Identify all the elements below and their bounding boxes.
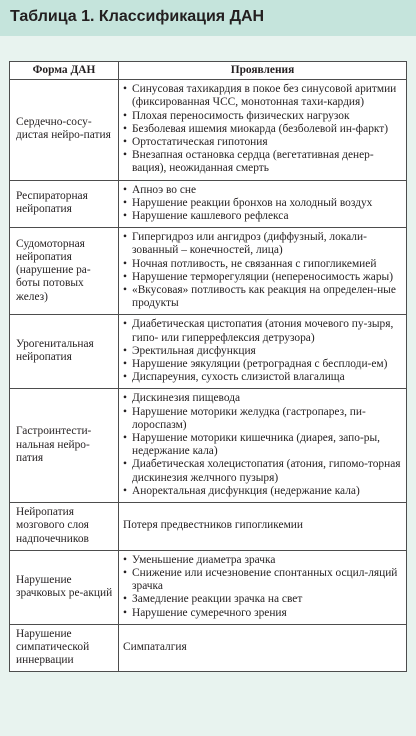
list-item: • Дискинезия пищевода <box>123 392 402 405</box>
manifestation-list <box>123 554 402 620</box>
manifestation-list <box>123 231 402 310</box>
classification-table <box>9 61 407 672</box>
list-item: • «Вкусовая» потливость как реакция на определен-ные продукты <box>123 284 402 310</box>
list-item: • Ночная потливость, не связанная с гипогликемией <box>123 258 402 271</box>
list-item: • Аноректальная дисфункция (недержание кала) <box>123 485 402 498</box>
cell-manifestations <box>119 228 407 315</box>
cell-manifestations <box>119 315 407 389</box>
list-item: • Уменьшение диаметра зрачка <box>123 554 402 567</box>
list-item: • Замедление реакции зрачка на свет <box>123 593 402 606</box>
list-item: • Плохая переносимость физических нагрузок <box>123 110 402 123</box>
table-row <box>10 315 407 389</box>
list-item: • Нарушение реакции бронхов на холодный воздух <box>123 197 402 210</box>
list-item: • Нарушение терморегуляции (непереносимость жары) <box>123 271 402 284</box>
list-item: • Синусовая тахикардия в покое без синусовой аритмии (фиксированная ЧСС, монотонная тахи-кардия) <box>123 83 402 109</box>
list-item: • Нарушение сумеречного зрения <box>123 607 402 620</box>
table-row <box>10 389 407 503</box>
table-row <box>10 80 407 180</box>
manifestation-list <box>123 184 402 224</box>
header-form: Форма ДАН <box>10 62 119 80</box>
table-title: Таблица 1. Классификация ДАН <box>10 8 265 25</box>
manifestation-list <box>123 392 402 498</box>
manifestation-list <box>123 83 402 175</box>
cell-manifestations <box>119 503 407 551</box>
list-item: • Эректильная дисфункция <box>123 345 402 358</box>
table-row <box>10 503 407 551</box>
list-item: • Гипергидроз или ангидроз (диффузный, локали-зованный – конечностей, лица) <box>123 231 402 257</box>
manifestation-list <box>123 318 402 384</box>
cell-manifestations <box>119 80 407 180</box>
list-item: • Нарушение моторики кишечника (диарея, запо-ры, недержание кала) <box>123 432 402 458</box>
table-row <box>10 180 407 228</box>
list-item: • Диспареуния, сухость слизистой влагалища <box>123 371 402 384</box>
list-item: • Нарушение кашлевого рефлекса <box>123 210 402 223</box>
header-manifestations: Проявления <box>119 62 407 80</box>
list-item: • Диабетическая цистопатия (атония мочевого пу-зыря, гипо- или гиперрефлексия детрузора) <box>123 318 402 344</box>
cell-form: Сердечно-сосу-дистая нейро-патия <box>10 80 119 180</box>
manifestation-text: Симпаталгия <box>123 640 187 653</box>
cell-form: Нейропатия мозгового слоя надпочечников <box>10 503 119 551</box>
list-item: • Безболевая ишемия миокарда (безболевой ин-фаркт) <box>123 123 402 136</box>
cell-manifestations <box>119 624 407 672</box>
cell-form: Гастроинтести-нальная нейро-патия <box>10 389 119 503</box>
cell-form: Судомоторная нейропатия (нарушение ра-боты потовых желез) <box>10 228 119 315</box>
cell-manifestations <box>119 180 407 228</box>
list-item: • Диабетическая холецистопатия (атония, гипомо-торная дискинезия желчного пузыря) <box>123 458 402 484</box>
cell-manifestations <box>119 550 407 624</box>
manifestation-text: Потеря предвестников гипогликемии <box>123 519 303 532</box>
table-body <box>10 80 407 672</box>
cell-form: Респираторная нейропатия <box>10 180 119 228</box>
table-row <box>10 624 407 672</box>
table-row <box>10 228 407 315</box>
cell-form: Урогенитальная нейропатия <box>10 315 119 389</box>
list-item: • Нарушение эякуляции (ретроградная с бесплоди-ем) <box>123 358 402 371</box>
table-header-row <box>10 62 407 80</box>
list-item: • Внезапная остановка сердца (вегетативная денер-вация), неожиданная смерть <box>123 149 402 175</box>
cell-form: Нарушение зрачковых ре-акций <box>10 550 119 624</box>
list-item: • Апноэ во сне <box>123 184 402 197</box>
title-bar <box>0 0 416 36</box>
list-item: • Ортостатическая гипотония <box>123 136 402 149</box>
list-item: • Снижение или исчезновение спонтанных осцил-ляций зрачка <box>123 567 402 593</box>
cell-manifestations <box>119 389 407 503</box>
list-item: • Нарушение моторики желудка (гастропарез, пи-лороспазм) <box>123 406 402 432</box>
table-row <box>10 550 407 624</box>
cell-form: Нарушение симпатической иннервации <box>10 624 119 672</box>
